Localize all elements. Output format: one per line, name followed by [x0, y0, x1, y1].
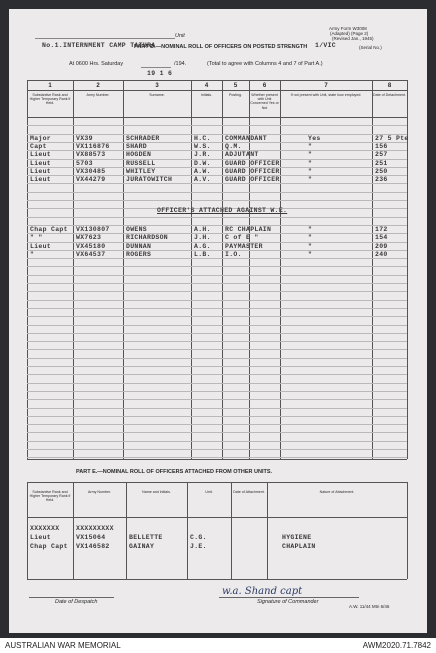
rank-cell: Major [30, 134, 52, 142]
attached-heading: OFFICER'S ATTACHED AGAINST W.E. [157, 207, 288, 215]
despatch-rule [29, 597, 114, 598]
column-divider [73, 80, 74, 459]
form-sheet [9, 9, 427, 633]
surname-cell: DUNNAN [126, 242, 152, 250]
row-rule [27, 291, 407, 292]
present-cell: " [308, 159, 313, 167]
date-line-suffix: (Total to agree with Columns 4 and 7 of Part A.) [207, 61, 323, 67]
row-rule [27, 192, 407, 193]
initials-cell: J.H. [194, 234, 211, 242]
posting-cell: Q.M. [225, 142, 242, 150]
row-rule [27, 308, 407, 309]
row-rule [27, 200, 407, 201]
part-e-name-cell: BELLETTE [129, 534, 163, 541]
rank-cell: " " [30, 234, 43, 242]
part-e-column-header: Nature of Attachment. [319, 490, 355, 494]
column-header: If not present with Unit, state how employed. [290, 93, 362, 97]
date-cell: 172 [375, 225, 388, 233]
present-cell: " [308, 225, 313, 233]
part-e-bottom-border [27, 579, 407, 580]
posting-cell: RC CHAPLAIN [225, 225, 272, 233]
table-bottom-border [27, 459, 407, 460]
column-number: 4 [204, 83, 209, 89]
column-header: Initials. [200, 93, 213, 97]
posting-cell: COMMANDANT [225, 134, 268, 142]
column-number: 8 [387, 83, 392, 89]
row-rule [27, 374, 407, 375]
row-rule [27, 183, 407, 184]
rank-cell: Capt [30, 142, 47, 150]
date-fill: 19 1 6 [147, 70, 173, 77]
surname-cell: RUSSELL [126, 159, 156, 167]
rank-cell: Lieut [30, 167, 52, 175]
posting-cell: I.O. [225, 250, 242, 258]
posting-cell: GUARD OFFICER [225, 167, 280, 175]
army-number-cell: VX30485 [76, 167, 106, 175]
row-rule [27, 266, 407, 267]
column-number: 6 [262, 83, 267, 89]
rank-cell: Lieut [30, 159, 52, 167]
row-rule [27, 366, 407, 367]
commander-rule [219, 597, 359, 598]
part-e-column-header: Army Number. [88, 490, 111, 494]
part-e-column-header: Date of Attachment. [233, 490, 265, 494]
row-rule [27, 358, 407, 359]
initials-cell: L.B. [194, 250, 211, 258]
print-code: A.W. 11/44 Mtn 6/46 [349, 604, 390, 609]
row-rule [27, 300, 407, 301]
column-number-rule [27, 90, 407, 91]
part-e-rank-cell: Chap Capt [30, 543, 68, 550]
row-rule [27, 416, 407, 417]
army-number-cell: VX64537 [76, 250, 106, 258]
initials-cell: W.S. [194, 142, 211, 150]
rank-cell: Lieut [30, 151, 52, 159]
row-rule [27, 432, 407, 433]
column-header: Substantive Rank and Higher Temporary Rank if Held. [29, 93, 71, 106]
part-e-name-cell: GAINAY [129, 543, 155, 550]
row-rule [27, 258, 407, 259]
column-divider [123, 80, 124, 459]
row-rule [27, 457, 407, 458]
present-cell: " [308, 250, 313, 258]
row-rule [27, 399, 407, 400]
surname-cell: SCHRADER [126, 134, 160, 142]
column-number: 2 [96, 83, 100, 89]
part-e-column-divider [126, 482, 127, 579]
row-rule [27, 408, 407, 409]
part-e-header-rule [27, 517, 407, 518]
row-rule [27, 449, 407, 450]
revised-note: (Revised Jan., 1945) [332, 36, 374, 41]
posting-cell: GUARD OFFICER [225, 159, 280, 167]
present-cell: " [308, 142, 313, 150]
part-e-column-header: Substantive Rank and Higher Temporary Rank if Held. [29, 490, 71, 503]
army-number-cell: VX39 [76, 134, 93, 142]
row-rule [27, 325, 407, 326]
army-number-cell: VX44279 [76, 176, 106, 184]
initials-cell: A.G. [194, 242, 211, 250]
army-number-cell: VX116876 [76, 142, 110, 150]
surname-cell: RICHARDSON [126, 234, 169, 242]
posting-cell: PAYMASTER [225, 242, 263, 250]
part-e-number-cell: VX15064 [76, 534, 106, 541]
row-rule [27, 441, 407, 442]
part-e-nature-cell: CHAPLAIN [282, 543, 316, 550]
army-number-cell: 5703 [76, 159, 93, 167]
serial-label: (Serial No.) [359, 45, 382, 50]
commander-label: Signature of Commander [257, 599, 319, 605]
army-number-cell: VX88573 [76, 151, 106, 159]
rank-cell: " [30, 250, 35, 258]
table-top-border [27, 80, 407, 81]
present-cell: " [308, 167, 313, 175]
surname-cell: OWENS [126, 225, 148, 233]
column-divider [27, 80, 28, 459]
column-divider [372, 80, 373, 459]
date-cell: 257 [375, 151, 388, 159]
army-form-number: Army Form W3008 [329, 26, 367, 31]
row-rule [27, 275, 407, 276]
date-cell: 154 [375, 234, 388, 242]
posting-cell: ADJUTANT [225, 151, 259, 159]
present-cell: " [308, 151, 313, 159]
part-e-unit-cell: J.E. [190, 543, 207, 550]
initials-cell: D.W. [194, 159, 211, 167]
archive-footer [0, 638, 436, 653]
army-number-cell: VX130807 [76, 225, 110, 233]
date-cell: 250 [375, 167, 388, 175]
army-number-cell: VX45180 [76, 242, 106, 250]
initials-cell: J.R. [194, 151, 211, 159]
row-rule [27, 217, 407, 218]
part-e-column-divider [187, 482, 188, 579]
rank-cell: Chap Capt [30, 225, 68, 233]
row-rule [27, 383, 407, 384]
row-rule [27, 349, 407, 350]
despatch-label: Date of Despatch [55, 599, 98, 605]
part-e-column-divider [73, 482, 74, 579]
part-e-rank-cell: XXXXXXX [30, 525, 60, 532]
strength-fill: 1/VIC [315, 42, 337, 49]
column-header: Date of Detachment. [373, 93, 406, 97]
column-number: 7 [324, 83, 328, 89]
date-cell: 209 [375, 242, 388, 250]
row-rule [27, 341, 407, 342]
part-e-column-divider [267, 482, 268, 579]
surname-cell: WHITLEY [126, 167, 156, 175]
row-rule [27, 283, 407, 284]
posting-cell: C of E " [225, 234, 259, 242]
surname-cell: SHARD [126, 142, 148, 150]
part-e-title: PART E.—NOMINAL ROLL OF OFFICERS ATTACHED FROM OTHER UNITS. [76, 469, 273, 475]
part-e-number-cell: VX146582 [76, 543, 110, 550]
archive-name: AUSTRALIAN WAR MEMORIAL [5, 641, 121, 650]
initials-cell: A.W. [194, 167, 211, 175]
column-header: Army Number. [86, 93, 110, 97]
part-e-unit-cell: C.G. [190, 534, 207, 541]
column-header: Posting. [229, 93, 242, 97]
row-rule [27, 125, 407, 126]
part-e-number-cell: XXXXXXXXX [76, 525, 114, 532]
column-header: Whether present with Unit Concerned Yes or Not [250, 93, 279, 110]
present-cell: " [308, 242, 313, 250]
column-divider [280, 80, 281, 459]
surname-cell: JURATOWITCH [126, 176, 173, 184]
rank-cell: Lieut [30, 242, 52, 250]
row-rule [27, 424, 407, 425]
initials-cell: A.V. [194, 176, 211, 184]
date-cell: 251 [375, 159, 388, 167]
unit-rule [35, 38, 175, 39]
date-cell: 156 [375, 142, 388, 150]
date-line-prefix: At 0600 Hrs. Saturday [69, 61, 124, 67]
date-cell: 236 [375, 176, 388, 184]
date-cell: 27 5 Pte [375, 134, 409, 142]
column-divider [191, 80, 192, 459]
initials-cell: H.C. [194, 134, 211, 142]
column-number: 5 [233, 83, 238, 89]
commander-signature: w.a. Shand capt [222, 586, 303, 597]
part-e-column-divider [231, 482, 232, 579]
present-cell: " [308, 176, 313, 184]
rank-cell: Lieut [30, 176, 52, 184]
unit-label: Unit [175, 33, 185, 39]
date-line-mid: /194. [174, 61, 187, 67]
row-rule [27, 391, 407, 392]
posting-cell: GUARD OFFICER [225, 176, 280, 184]
adapted-note: (Adapted) (Page 2) [330, 31, 369, 36]
part-e-column-divider [407, 482, 408, 579]
surname-cell: ROGERS [126, 250, 152, 258]
date-rule [141, 67, 171, 68]
column-number: 1 [48, 83, 52, 89]
part-e-top-border [27, 482, 407, 483]
column-number: 3 [155, 83, 159, 89]
present-cell: " [308, 234, 313, 242]
header-bottom-rule [27, 117, 407, 118]
row-rule [27, 333, 407, 334]
column-divider [222, 80, 223, 459]
part-e-rank-cell: Lieut [30, 534, 52, 541]
column-header: Surname. [149, 93, 165, 97]
archive-id: AWM2020.71.7842 [362, 641, 431, 650]
unit-value: No.1.INTERNMENT CAMP TATURA [42, 42, 156, 49]
part-e-column-header: Unit. [205, 490, 213, 494]
surname-cell: HOGDEN [126, 151, 152, 159]
part-e-nature-cell: HYGIENE [282, 534, 312, 541]
row-rule [27, 316, 407, 317]
army-number-cell: WX7623 [76, 234, 102, 242]
present-cell: Yes [308, 134, 321, 142]
initials-cell: A.H. [194, 225, 211, 233]
part-d-title: PART D.—NOMINAL ROLL OF OFFICERS ON POSTED STRENGTH [134, 44, 308, 50]
part-e-column-header: Name and Initials. [142, 490, 171, 494]
date-cell: 240 [375, 250, 388, 258]
